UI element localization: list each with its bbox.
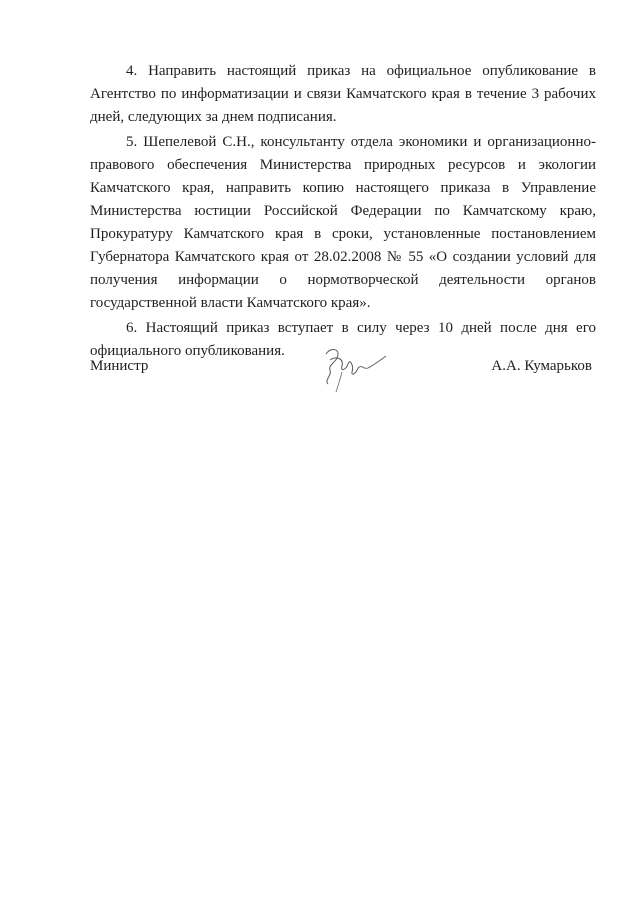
paragraph-5: 5. Шепелевой С.Н., консультанту отдела экономики и организационно-правового обеспечения Министерства природных ресурсов и экологии Камчатского края, направить копию настоящего приказа в Управление Министерства юстиции Российской Федерации по Камчатскому краю, Прокуратуру Камчатского края в сроки, установленные постановлением Губернатора Камчатского края от 28.02.2008 № 55 «О создании условий для получения информации о нормотворческой деятельности органов государственной власти Камчатского края».: [90, 134, 596, 311]
signatory-name: А.А. Кумарьков: [491, 358, 592, 374]
signatory-title: Министр: [90, 358, 149, 374]
signature-block: [90, 340, 596, 400]
paragraph-4: 4. Направить настоящий приказ на официальное опубликование в Агентство по информатизации и связи Камчатского края в течение 3 рабочих дней, следующих за днем подписания.: [90, 63, 596, 125]
paragraph-6: 6. Настоящий приказ вступает в силу через 10 дней после дня его официального опубликования.: [90, 320, 596, 359]
document-body: [90, 60, 596, 365]
handwritten-signature: [316, 340, 396, 394]
